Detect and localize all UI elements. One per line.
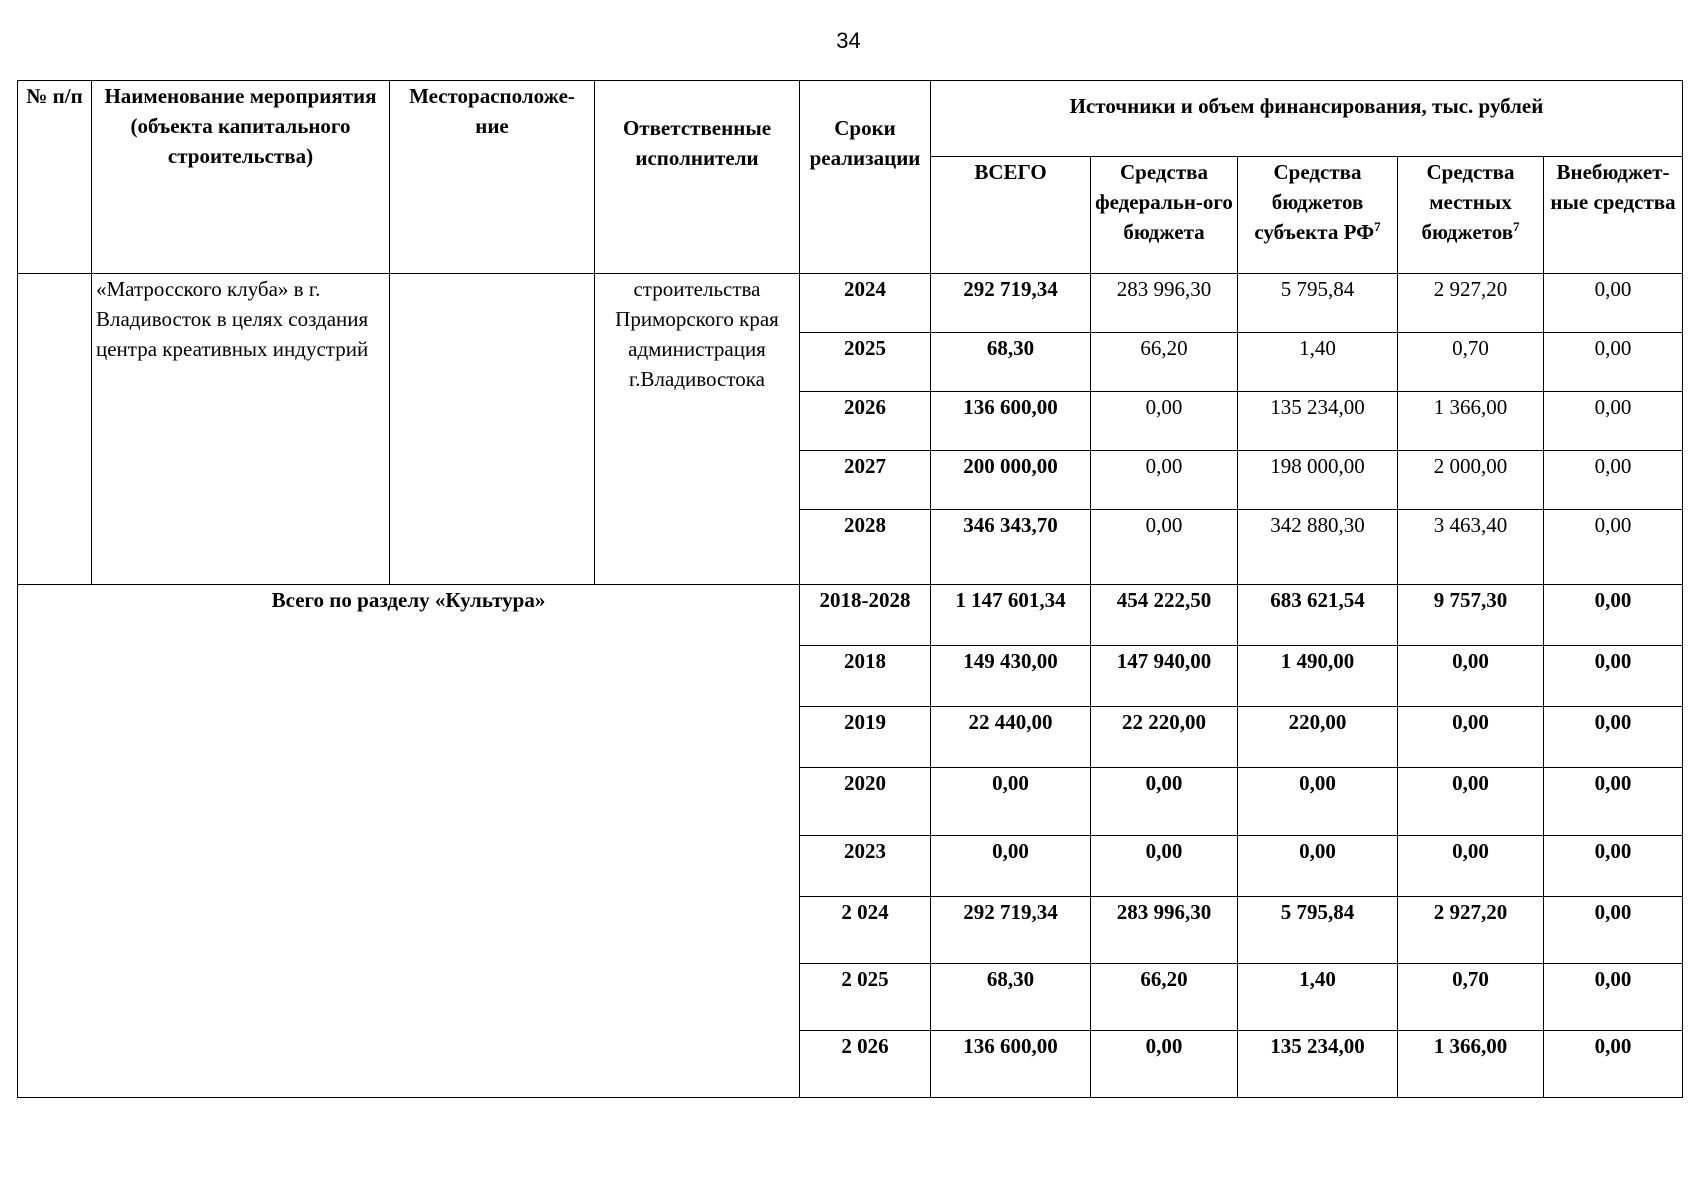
extra-cell: 0,00 [1544,897,1683,964]
local-cell: 2 927,20 [1398,274,1544,333]
extra-cell: 0,00 [1544,333,1683,392]
header-total: ВСЕГО [931,157,1091,274]
local-cell: 0,00 [1398,836,1544,897]
local-cell: 0,00 [1398,768,1544,836]
header-regional [1238,157,1398,274]
year-cell: 2 024 [800,897,931,964]
header-financing: Источники и объем финансирования, тыс. рублей [931,81,1683,157]
header-regional-text: Средства бюджетов субъекта РФ [1254,160,1375,244]
header-name: Наименование мероприятия (объекта капитального строительства) [92,81,390,274]
local-cell: 0,70 [1398,964,1544,1031]
header-location: Месторасположе-ние [390,81,595,274]
year-cell: 2025 [800,333,931,392]
federal-cell: 66,20 [1091,964,1238,1031]
total-cell: 1 147 601,34 [931,585,1091,646]
header-num: № п/п [18,81,92,274]
header-terms: Сроки реализации [800,81,931,274]
header-row-top [18,81,1683,157]
total-cell: 22 440,00 [931,707,1091,768]
total-cell: 0,00 [931,836,1091,897]
object-num [18,274,92,585]
year-cell: 2027 [800,451,931,510]
regional-cell: 1,40 [1238,964,1398,1031]
extra-cell: 0,00 [1544,964,1683,1031]
local-cell: 1 366,00 [1398,392,1544,451]
extra-cell: 0,00 [1544,451,1683,510]
object-location [390,274,595,585]
header-local [1398,157,1544,274]
header-regional-footnote: 7 [1374,219,1381,234]
local-cell: 0,00 [1398,707,1544,768]
total-cell: 136 600,00 [931,392,1091,451]
federal-cell: 0,00 [1091,768,1238,836]
extra-cell: 0,00 [1544,707,1683,768]
local-cell: 1 366,00 [1398,1031,1544,1098]
object-executors: строительства Приморского края администрация г.Владивостока [595,274,800,585]
extra-cell: 0,00 [1544,274,1683,333]
object-row [18,274,1683,333]
total-cell: 200 000,00 [931,451,1091,510]
year-cell: 2018-2028 [800,585,931,646]
total-cell: 136 600,00 [931,1031,1091,1098]
total-cell: 0,00 [931,768,1091,836]
federal-cell: 454 222,50 [1091,585,1238,646]
year-cell: 2 026 [800,1031,931,1098]
local-cell: 2 000,00 [1398,451,1544,510]
section-total-row [18,585,1683,646]
total-cell: 292 719,34 [931,897,1091,964]
year-cell: 2028 [800,510,931,585]
total-cell: 68,30 [931,333,1091,392]
total-cell: 346 343,70 [931,510,1091,585]
federal-cell: 0,00 [1091,510,1238,585]
header-local-text: Средства местных бюджетов [1421,160,1515,244]
federal-cell: 0,00 [1091,392,1238,451]
local-cell: 9 757,30 [1398,585,1544,646]
extra-cell: 0,00 [1544,510,1683,585]
regional-cell: 1 490,00 [1238,646,1398,707]
regional-cell: 135 234,00 [1238,1031,1398,1098]
header-extrabudget: Внебюджет-ные средства [1544,157,1683,274]
year-cell: 2 025 [800,964,931,1031]
financing-table [17,80,1683,1098]
federal-cell: 283 996,30 [1091,897,1238,964]
regional-cell: 1,40 [1238,333,1398,392]
section-total-label: Всего по разделу «Культура» [18,585,800,1098]
extra-cell: 0,00 [1544,646,1683,707]
federal-cell: 66,20 [1091,333,1238,392]
regional-cell: 135 234,00 [1238,392,1398,451]
federal-cell: 0,00 [1091,451,1238,510]
year-cell: 2024 [800,274,931,333]
header-federal: Средства федеральн-ого бюджета [1091,157,1238,274]
federal-cell: 0,00 [1091,1031,1238,1098]
header-executors: Ответственные исполнители [595,81,800,274]
extra-cell: 0,00 [1544,585,1683,646]
extra-cell: 0,00 [1544,836,1683,897]
extra-cell: 0,00 [1544,768,1683,836]
regional-cell: 683 621,54 [1238,585,1398,646]
total-cell: 149 430,00 [931,646,1091,707]
regional-cell: 198 000,00 [1238,451,1398,510]
extra-cell: 0,00 [1544,392,1683,451]
year-cell: 2018 [800,646,931,707]
object-name: «Матросского клуба» в г. Владивосток в целях создания центра креативных индустрий [92,274,390,585]
local-cell: 2 927,20 [1398,897,1544,964]
total-cell: 68,30 [931,964,1091,1031]
extra-cell: 0,00 [1544,1031,1683,1098]
total-cell: 292 719,34 [931,274,1091,333]
header-local-footnote: 7 [1513,219,1520,234]
year-cell: 2019 [800,707,931,768]
federal-cell: 147 940,00 [1091,646,1238,707]
local-cell: 3 463,40 [1398,510,1544,585]
page-number: 34 [836,28,861,53]
regional-cell: 220,00 [1238,707,1398,768]
local-cell: 0,70 [1398,333,1544,392]
year-cell: 2020 [800,768,931,836]
regional-cell: 342 880,30 [1238,510,1398,585]
local-cell: 0,00 [1398,646,1544,707]
federal-cell: 283 996,30 [1091,274,1238,333]
regional-cell: 5 795,84 [1238,274,1398,333]
federal-cell: 22 220,00 [1091,707,1238,768]
federal-cell: 0,00 [1091,836,1238,897]
regional-cell: 5 795,84 [1238,897,1398,964]
year-cell: 2026 [800,392,931,451]
regional-cell: 0,00 [1238,836,1398,897]
year-cell: 2023 [800,836,931,897]
regional-cell: 0,00 [1238,768,1398,836]
